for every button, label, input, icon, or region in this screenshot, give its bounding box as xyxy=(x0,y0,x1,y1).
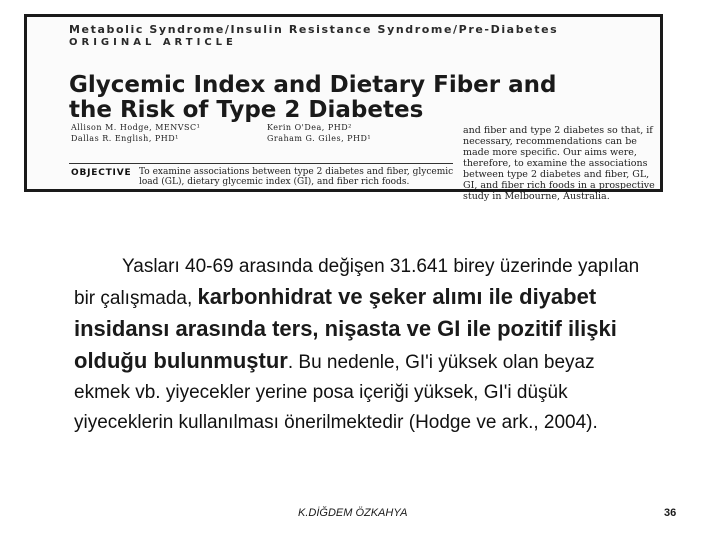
author-name: Graham G. Giles, PHD¹ xyxy=(267,134,372,143)
article-right-column-text: and fiber and type 2 diabetes so that, if necessary, recommendations can be made more specific. Our aims were, therefore, to examine the associations between type 2 diabetes and fiber, GL, GI, and fiber rich foods in a prospective study in Melbourne, Australia. xyxy=(463,125,655,202)
slide-body-paragraph xyxy=(74,252,644,438)
article-title-line-1: Glycemic Index and Dietary Fiber and xyxy=(69,72,557,98)
article-series-heading: Metabolic Syndrome/Insulin Resistance Syndrome/Pre-Diabetes xyxy=(69,23,559,36)
objective-label: OBJECTIVE xyxy=(71,168,132,178)
author-name: Allison M. Hodge, MENVSC¹ xyxy=(71,123,201,132)
author-name: Kerin O'Dea, PHD² xyxy=(267,123,352,132)
body-text-intro: Yasları 40-69 arasında değişen 31.641 birey üzerinde yapılan bir çalışmada, xyxy=(74,256,640,309)
article-title-line-2: the Risk of Type 2 Diabetes xyxy=(69,97,424,123)
objective-text: To examine associations between type 2 diabetes and fiber, glycemic load (GL), dietary glycemic index (GI), and fiber rich foods. xyxy=(139,167,454,187)
article-title xyxy=(69,73,629,123)
article-header-image xyxy=(24,14,663,202)
footer-author: K.DİĞDEM ÖZKAHYA xyxy=(298,507,408,519)
article-authors-left xyxy=(71,122,200,144)
author-name: Dallas R. English, PHD¹ xyxy=(71,134,179,143)
article-type-label: ORIGINAL ARTICLE xyxy=(69,37,237,48)
body-text-highlight: karbonhidrat ve şeker alımı ile diyabet insidansı arasında ters, nişasta ve GI ile pozitif ilişki olduğu bulunmuştur xyxy=(74,284,617,373)
article-divider xyxy=(69,163,453,164)
page-number: 36 xyxy=(664,507,677,519)
article-authors-middle xyxy=(267,122,371,144)
body-text-conclusion: . Bu nedenle, GI'i yüksek olan beyaz ekmek vb. yiyecekler yerine posa içeriği yüksek, GI'i düşük yiyeceklerin kullanılması önerilmektedir (Hodge ve ark., 2004). xyxy=(74,352,598,433)
